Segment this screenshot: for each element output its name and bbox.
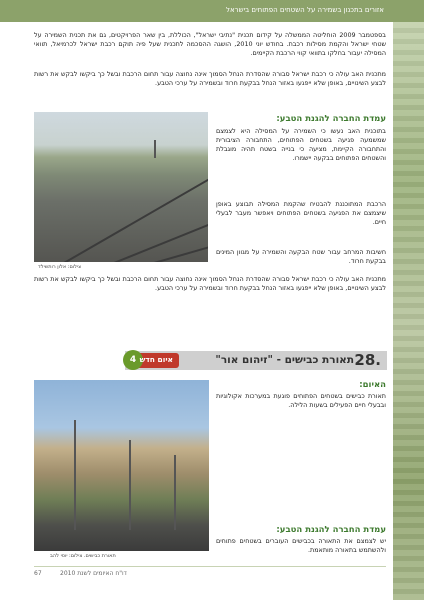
page-number: 67 bbox=[34, 570, 42, 577]
header-bar bbox=[0, 0, 424, 22]
section-title: תאורת כבישים - "זיהום אור" bbox=[215, 354, 354, 366]
side-decoration-strip bbox=[393, 0, 424, 600]
utility-pole bbox=[154, 140, 156, 158]
photo1-caption: צילום: אלון רותשילד bbox=[38, 264, 82, 270]
footer-rule bbox=[34, 566, 386, 567]
photo2-caption: תאורת כבישים. צילום: יוסי להב bbox=[50, 553, 116, 559]
threat-paragraph: תאורת כבישים בשטחים הפתוחים פוגעת במערכות אקולוגיות ובבעלי חיים הפעילים בשעות הלילה. bbox=[216, 392, 386, 409]
footer-text: דו"ח האיומים לשנת 2010 bbox=[60, 570, 127, 577]
intro-paragraph-2: מתכנית האב עולה כי רכבת ישראל סבורה שהסדרת הנחל הסמוך אינה נחוצה עבור תחום הרכבת ובשל כך ביקשו לבקש את רשות לבצע השינויים, באופן שלא ייפגעו באזור הנחל בבקעת חרוד ובשמירה על ערכי הטבע. bbox=[34, 70, 386, 87]
street-light-pole bbox=[129, 440, 131, 530]
rail-line bbox=[154, 218, 208, 262]
road-lighting-photo bbox=[34, 380, 209, 551]
railway-photo bbox=[34, 112, 208, 262]
street-light-pole bbox=[74, 420, 76, 530]
section-number: 28. bbox=[354, 351, 381, 369]
new-threat-badge bbox=[127, 353, 179, 368]
section-banner bbox=[125, 351, 387, 370]
badge-label: איום חדש bbox=[139, 355, 173, 364]
header-title: אזורים בתכנון בשמירה על השטחים הפתוחים בישראל bbox=[226, 6, 384, 14]
street-light-pole bbox=[174, 455, 176, 530]
position-paragraph-2: הרכבת המתוכננת להבטיח שהקמת המסילה תבוצע באופן שיצמצם את הפגיעה בשטחים הפתוחים ויאפשר מעבר לבעלי חיים. bbox=[216, 200, 386, 226]
full-width-paragraph: מתכנית האב עולה כי רכבת ישראל סבורה שהסדרת הנחל הסמוך אינה נחוצה עבור תחום הרכבת ובשל כך ביקשו לבקש את רשות לבצע השינויים, באופן שלא ייפגעו באזור הנחל בבקעת חרוד ובשמירה על ערכי הטבע. bbox=[34, 275, 386, 292]
position-paragraph-3: חשיבות המרחב עבור שטח הבקעה והשמירה על מגוון המינים בבקעת חרוד. bbox=[216, 248, 386, 265]
position-paragraph-1: בתוכנית האב נעשו כי השמירה על המסילה היא לצמצם שמשמעה פגיעה בשטחים הפתוחים, התחבורה הציבורית והתחבורה הקיימת, מציעה כי בנייה בשטח תהיה מוגבלת והשטחים הפתוחים בבקעה יישמרו. bbox=[216, 127, 386, 162]
threat-label: האיום: bbox=[359, 380, 386, 390]
position-subhead-1: עמדת החברה להגנת הטבע: bbox=[276, 114, 386, 124]
rail-line bbox=[64, 162, 209, 262]
position-subhead-2: עמדת החברה להגנת הטבע: bbox=[276, 525, 386, 535]
badge-number: 4 bbox=[123, 350, 143, 370]
intro-paragraph-1: בספטמבר 2009 הוחליטה הממשלה על קידום תכנית "נתיבי ישראל", הכוללת, בין שאר הפרויקטים, גם את תכנית השמירה על שטחי ישראל והקמת מסילות רכבת. בחודש יוני 2010, הושגה ההסכמה לתכנית שעל פיה תוקם רכבת ישראל לכרמיאל, תוואי המסילה יעבור בחלקו בתוואי קווי הרכבת הקיימים. bbox=[34, 31, 386, 57]
position-paragraph-4: יש לצמצם את התאורה בכבישים העוברים בשטחים פתוחים ולהשתמש בתאורה מותאמת. bbox=[216, 537, 386, 554]
